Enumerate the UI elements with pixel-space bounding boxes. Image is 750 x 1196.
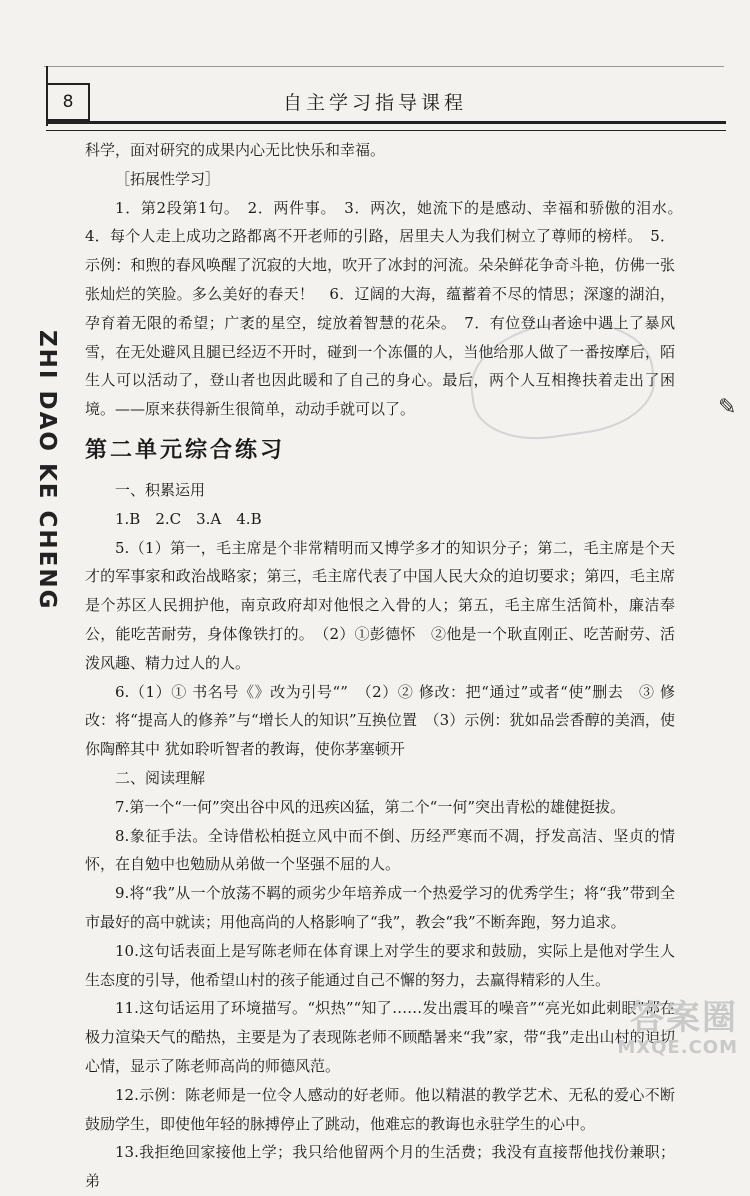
scan-mark: ✎: [718, 395, 737, 420]
text-line: 科学，面对研究的成果内心无比快乐和幸福。: [85, 141, 386, 159]
answer-9: 9.将“我”从一个放荡不羁的顽劣少年培养成一个热爱学习的优秀学生；将“我”带到全市最好的高中就读；用他高尚的人格影响了“我”，教会“我”不断奔跑，努力追求。: [85, 884, 675, 931]
header-double-rule: [46, 121, 726, 131]
section-heading-extended: ［拓展性学习］: [115, 169, 221, 188]
answer-5: 5.（1）第一，毛主席是个非常精明而又博学多才的知识分子；第二，毛主席是个天才的军事家和政治战略家；第三，毛主席代表了中国人民大众的迫切要求；第四，毛主席是个苏区人民拥护他，南京政府却对他恨之入骨的人；第五，毛主席生活简朴，廉洁奉公，能吃苦耐劳，身体像铁打的。 （2）①彭德怀 ②他是一个耿直刚正、吃苦耐劳、活泼风趣、精力过人的人。: [85, 538, 675, 672]
answer-8: 8.象征手法。全诗借松柏挺立风中而不倒、历经严寒而不凋，抒发高洁、坚贞的情怀，在自勉中也勉励从弟做一个坚强不屈的人。: [85, 826, 675, 874]
answer-6: 6.（1）① 书名号《》改为引号“” （2）② 修改：把“通过”或者“使”删去 ③ 修改：将“提高人的修养”与“增长人的知识”互换位置 （3）示例：犹如品尝香醇的美酒，使你陶醉其中 犹如聆听智者的教诲，使你茅塞顿开: [85, 682, 675, 759]
answer-13: 13.我拒绝回家接他上学；我只给他留两个月的生活费；我没有直接帮他找份兼职；弟: [85, 1143, 675, 1191]
side-vertical-text: ZHI DAO KE CHENG: [34, 330, 60, 611]
watermark-url: MXQE.COM: [617, 1037, 738, 1058]
section-heading-2: 二、阅读理解: [115, 768, 206, 787]
running-header-title: 自主学习指导课程: [282, 92, 467, 114]
site-watermark: [588, 999, 738, 1061]
answer-10: 10.这句话表面上是写陈老师在体育课上对学生的要求和鼓励，实际上是他对学生人生态度的引导，他希望山村的孩子能通过自己不懈的努力，去赢得精彩的人生。: [85, 941, 675, 989]
header-top-rule: [44, 66, 724, 67]
answer-11: 11.这句话运用了环境描写。“炽热”“知了……发出震耳的噪音”“亮光如此刺眼”都在极力渲染天气的酷热，主要是为了表现陈老师不顾酷暑来“我”家，带“我”走出山村的迫切心情，显示了陈老师高尚的师德风范。: [85, 999, 675, 1075]
watermark-logo-text: 答案圈: [630, 998, 738, 1038]
section-heading-1: 一、积累运用: [115, 480, 206, 499]
answers-1-4: 1.B 2.C 3.A 4.B: [115, 509, 262, 528]
answer-7: 7.第一个“一何”突出谷中风的迅疾凶猛，第二个“一何”突出青松的雄健挺拔。: [115, 797, 625, 816]
answer-paragraph-extended: 1．第2段第1句。 2．两件事。 3．两次，她流下的是感动、幸福和骄傲的泪水。 4．每个人走上成功之路都离不开老师的引路，居里夫人为我们树立了尊师的榜样。 5．示例：和煦的春风唤醒了沉寂的大地，吹开了冰封的河流。朵朵鲜花争奇斗艳，仿佛一张张灿烂的笑脸。多么美好的春天！ 6．辽阔的大海，蕴蓄着不尽的情思；深邃的湖泊，孕育着无限的希望；广袤的星空，绽放着智慧的花朵。 7．有位登山者途中遇上了暴风雪，在无处避风且腿已经迈不开时，碰到一个冻僵的人，当他给那人做了一番按摩后，陌生人可以活动了，登山者也因此暖和了自己的身心。最后，两个人互相搀扶着走出了困境。——原来获得新生很简单，动动手就可以了。: [85, 198, 691, 419]
answer-12: 12.示例：陈老师是一位令人感动的好老师。他以精湛的教学艺术、无私的爱心不断鼓励学生，即使他年轻的脉搏停止了跳动，他难忘的教诲也永驻学生的心中。: [85, 1085, 675, 1133]
page-number: 8: [62, 92, 74, 112]
unit-title: 第二单元综合练习: [85, 436, 286, 463]
